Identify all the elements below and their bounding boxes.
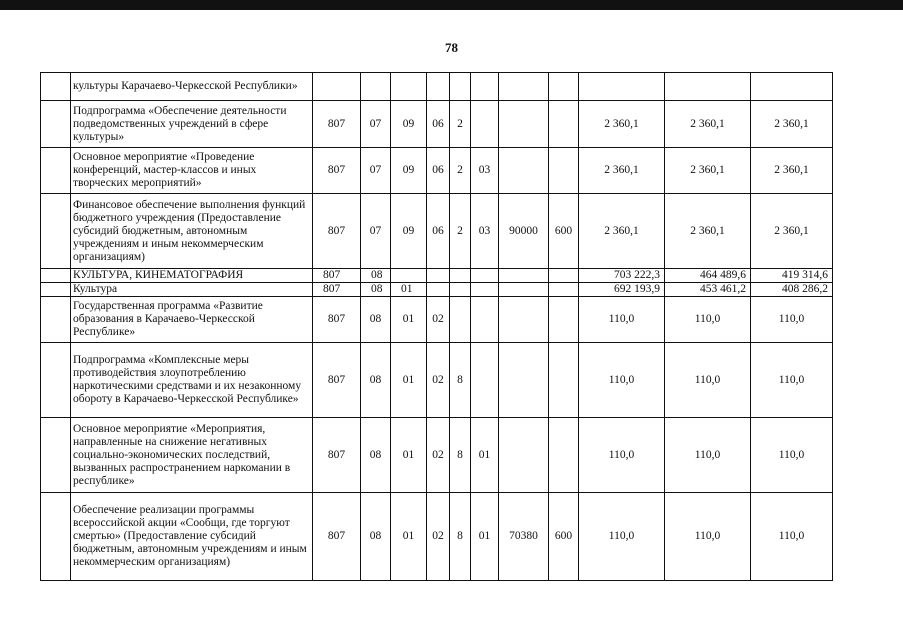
col-rz: 08 [361,493,391,581]
col-pp: 8 [450,343,471,418]
col-pr: 09 [391,194,427,269]
col-gr [313,73,361,101]
col-om: 03 [471,194,499,269]
col-pr: 01 [391,493,427,581]
col-om: 01 [471,418,499,493]
col-gr: 807 [313,148,361,194]
col-om: 01 [471,493,499,581]
row-name: Культура [71,283,313,297]
col-pp [450,73,471,101]
col-np: 90000 [499,194,549,269]
row-spacer-cell [41,283,71,297]
col-om [471,269,499,283]
col-rz: 08 [361,269,391,283]
col-year-1: 2 360,1 [579,101,665,148]
table-row [41,297,833,343]
col-rz: 07 [361,194,391,269]
table-row [41,148,833,194]
col-gr: 807 [313,101,361,148]
col-gp: 02 [427,418,450,493]
col-pp: 8 [450,418,471,493]
table-row [41,101,833,148]
col-np [499,269,549,283]
col-rz: 08 [361,283,391,297]
col-year-2: 110,0 [665,343,751,418]
col-vr [549,297,579,343]
col-om [471,297,499,343]
col-year-1: 2 360,1 [579,194,665,269]
row-name: КУЛЬТУРА, КИНЕМАТОГРАФИЯ [71,269,313,283]
row-name: Подпрограмма «Обеспечение деятельности подведомственных учреждений в сфере культуры» [71,101,313,148]
scan-top-edge [0,0,903,10]
col-year-3: 110,0 [751,343,833,418]
row-spacer-cell [41,148,71,194]
col-gp [427,73,450,101]
col-vr [549,418,579,493]
col-pr [391,73,427,101]
col-gp: 02 [427,493,450,581]
table-row [41,269,833,283]
col-year-2: 464 489,6 [665,269,751,283]
col-np: 70380 [499,493,549,581]
page-number: 78 [445,40,458,55]
col-year-1: 2 360,1 [579,148,665,194]
col-vr: 600 [549,194,579,269]
col-pp [450,283,471,297]
col-om [471,73,499,101]
row-spacer-cell [41,418,71,493]
col-om [471,283,499,297]
row-name: Основное мероприятие «Проведение конференций, мастер-классов и иных творческих мероприятий» [71,148,313,194]
col-year-1: 110,0 [579,418,665,493]
col-pp: 2 [450,148,471,194]
table-row [41,73,833,101]
col-gp: 02 [427,297,450,343]
col-gr: 807 [313,343,361,418]
col-year-3: 110,0 [751,297,833,343]
col-pp: 2 [450,194,471,269]
col-year-1: 692 193,9 [579,283,665,297]
budget-table [40,72,833,581]
col-rz: 07 [361,148,391,194]
col-gr: 807 [313,297,361,343]
col-rz: 07 [361,101,391,148]
col-year-1 [579,73,665,101]
col-year-2: 110,0 [665,493,751,581]
col-pr: 01 [391,297,427,343]
col-np [499,343,549,418]
col-gp: 06 [427,148,450,194]
col-year-1: 110,0 [579,493,665,581]
col-year-3: 408 286,2 [751,283,833,297]
col-gp: 06 [427,101,450,148]
col-year-3: 2 360,1 [751,194,833,269]
table-row [41,343,833,418]
row-spacer-cell [41,101,71,148]
col-gp [427,283,450,297]
col-pp: 8 [450,493,471,581]
col-year-1: 110,0 [579,297,665,343]
table-row [41,194,833,269]
col-om [471,101,499,148]
col-pp [450,297,471,343]
col-year-2: 110,0 [665,418,751,493]
col-rz: 08 [361,418,391,493]
col-om: 03 [471,148,499,194]
col-year-2: 453 461,2 [665,283,751,297]
table-row [41,493,833,581]
col-vr: 600 [549,493,579,581]
col-vr [549,101,579,148]
col-np [499,148,549,194]
row-name: Основное мероприятие «Мероприятия, направленные на снижение негативных социально-экономических последствий, вызванных распространением наркомании в республике» [71,418,313,493]
row-spacer-cell [41,297,71,343]
col-vr [549,148,579,194]
table-row [41,418,833,493]
row-name: Государственная программа «Развитие образования в Карачаево-Черкесской Республике» [71,297,313,343]
row-spacer-cell [41,269,71,283]
col-np [499,73,549,101]
col-pr: 01 [391,343,427,418]
table-row [41,283,833,297]
col-gp [427,269,450,283]
row-name: культуры Карачаево-Черкесской Республики» [71,73,313,101]
row-spacer-cell [41,73,71,101]
col-gp: 02 [427,343,450,418]
col-vr [549,343,579,418]
col-gr: 807 [313,493,361,581]
col-rz [361,73,391,101]
row-spacer-cell [41,194,71,269]
col-pr: 09 [391,148,427,194]
col-year-2: 2 360,1 [665,194,751,269]
row-spacer-cell [41,343,71,418]
col-gr: 807 [313,194,361,269]
col-gr: 807 [313,418,361,493]
col-np [499,418,549,493]
col-np [499,283,549,297]
col-year-3: 419 314,6 [751,269,833,283]
col-year-2: 2 360,1 [665,101,751,148]
col-year-2 [665,73,751,101]
col-gp: 06 [427,194,450,269]
col-np [499,101,549,148]
row-name: Обеспечение реализации программы всероссийской акции «Сообщи, где торгуют смертью» (Предоставление субсидий бюджетным, автономным учреждениям и иным некоммерческим организациям) [71,493,313,581]
col-pr: 01 [391,418,427,493]
col-gr: 807 [313,283,361,297]
col-rz: 08 [361,297,391,343]
col-year-1: 703 222,3 [579,269,665,283]
col-year-2: 2 360,1 [665,148,751,194]
col-rz: 08 [361,343,391,418]
col-np [499,297,549,343]
col-year-3: 2 360,1 [751,148,833,194]
col-pp [450,269,471,283]
col-gr: 807 [313,269,361,283]
col-year-3 [751,73,833,101]
col-year-3: 110,0 [751,418,833,493]
col-pr: 01 [391,283,427,297]
row-name: Финансовое обеспечение выполнения функций бюджетного учреждения (Предоставление субсидий бюджетным, автономным учреждениям и иным некоммерческим организациям) [71,194,313,269]
col-pr: 09 [391,101,427,148]
row-spacer-cell [41,493,71,581]
col-vr [549,283,579,297]
col-year-3: 110,0 [751,493,833,581]
col-year-1: 110,0 [579,343,665,418]
col-om [471,343,499,418]
col-year-3: 2 360,1 [751,101,833,148]
col-year-2: 110,0 [665,297,751,343]
col-vr [549,73,579,101]
col-pr [391,269,427,283]
col-pp: 2 [450,101,471,148]
row-name: Подпрограмма «Комплексные меры противодействия злоупотреблению наркотическими средствами и их незаконному обороту в Карачаево-Черкесской Республике» [71,343,313,418]
col-vr [549,269,579,283]
